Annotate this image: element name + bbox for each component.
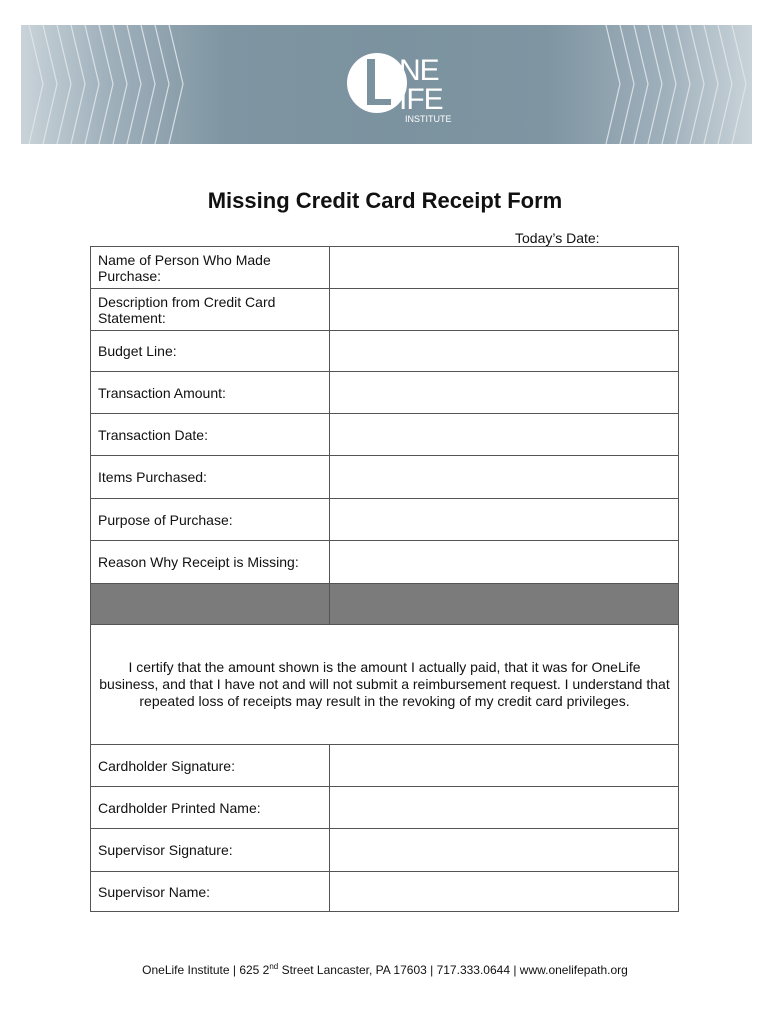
missing-reason-field[interactable] <box>330 541 679 584</box>
gray-cell <box>91 584 330 625</box>
field-label: Purpose of Purchase: <box>91 499 330 541</box>
gray-cell <box>330 584 679 625</box>
table-row <box>91 499 679 541</box>
footer-text-suffix: Street Lancaster, PA 17603 | 717.333.0644 | www.onelifepath.org <box>278 963 628 977</box>
supervisor-signature-field[interactable] <box>330 829 679 872</box>
logo-text-top: NE <box>399 54 439 87</box>
table-row <box>91 872 679 912</box>
field-label: Supervisor Signature: <box>91 829 330 872</box>
statement-description-field[interactable] <box>330 289 679 331</box>
field-label: Transaction Date: <box>91 414 330 456</box>
footer-text-prefix: OneLife Institute | 625 2 <box>142 963 270 977</box>
logo-text-bottom: IFE <box>399 83 443 116</box>
field-label: Name of Person Who Made Purchase: <box>91 247 330 289</box>
field-label: Supervisor Name: <box>91 872 330 912</box>
header-banner <box>21 25 752 144</box>
logo-subtext: INSTITUTE <box>405 114 452 124</box>
table-row <box>91 787 679 829</box>
table-row <box>91 414 679 456</box>
purpose-field[interactable] <box>330 499 679 541</box>
table-row <box>91 745 679 787</box>
field-label: Cardholder Printed Name: <box>91 787 330 829</box>
purchaser-name-field[interactable] <box>330 247 679 289</box>
certification-text: I certify that the amount shown is the amount I actually paid, that it was for OneLife business, and that I have not and will not submit a reimbursement request. I understand that repeated loss of receipts may result in the revoking of my credit card privileges. <box>91 625 679 745</box>
budget-line-field[interactable] <box>330 331 679 372</box>
cardholder-printed-name-field[interactable] <box>330 787 679 829</box>
certification-row <box>91 625 679 745</box>
table-row <box>91 372 679 414</box>
footer-superscript: nd <box>269 962 279 971</box>
table-row <box>91 247 679 289</box>
table-row <box>91 541 679 584</box>
field-label: Budget Line: <box>91 331 330 372</box>
cardholder-signature-field[interactable] <box>330 745 679 787</box>
field-label: Description from Credit Card Statement: <box>91 289 330 331</box>
table-row <box>91 331 679 372</box>
supervisor-name-field[interactable] <box>330 872 679 912</box>
transaction-date-field[interactable] <box>330 414 679 456</box>
field-label: Cardholder Signature: <box>91 745 330 787</box>
field-label: Items Purchased: <box>91 456 330 499</box>
receipt-form-table <box>90 246 679 912</box>
table-row <box>91 456 679 499</box>
field-label: Reason Why Receipt is Missing: <box>91 541 330 584</box>
form-title: Missing Credit Card Receipt Form <box>207 188 563 213</box>
field-label: Transaction Amount: <box>91 372 330 414</box>
table-row <box>91 829 679 872</box>
onelife-logo <box>347 47 477 127</box>
footer-contact <box>0 962 770 977</box>
items-purchased-field[interactable] <box>330 456 679 499</box>
table-row <box>91 289 679 331</box>
todays-date-label: Today’s Date: <box>515 230 600 246</box>
gray-separator-row <box>91 584 679 625</box>
transaction-amount-field[interactable] <box>330 372 679 414</box>
